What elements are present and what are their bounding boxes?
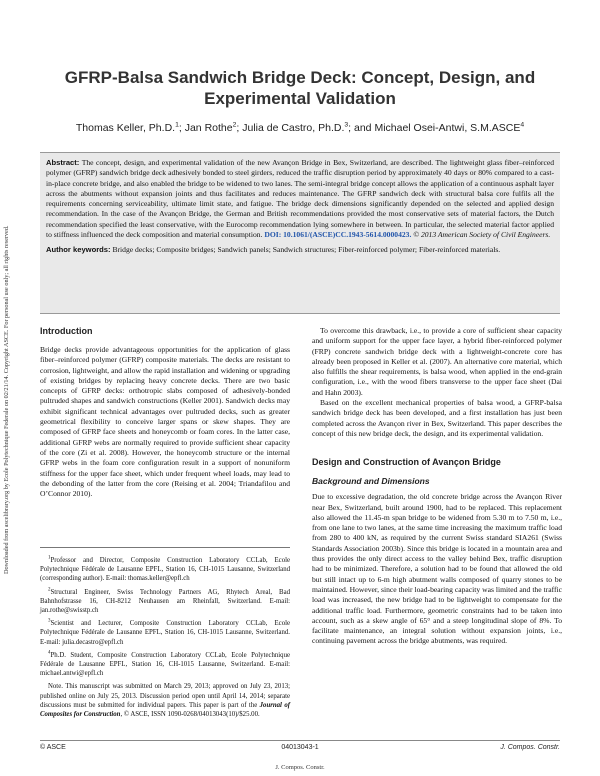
design-paragraph-1: Due to excessive degradation, the old concrete bridge across the Avançon River near Bex, Switzerland, built around 1900, had to be replaced. This replacement also allowed the 11.45-m span bridge to be widened from 5.30 m to 7.50 m, i.e., from one lane to two lanes, at the same time increasing the maximum traffic load from 280 to 400 kN, as required by the current Swiss standard SIA261 (Swiss Standards Association 2003b). Since this bridge is located in a mountain area and thus provides the only direct access to the valley behind Bex, traffic disruption had to be minimized. Therefore, a solution had to be found that allowed the old but still intact up to 6-m high abutment walls composed of quarry stones to be maintained. However, since their load-bearing capacity was limited and the traffic load was increased, the new bridge had to be lightweight to compensate for the additional traffic load. Furthermore, geometric constraints had to be taken into account, such as a skew angle of 65° and a steep longitudinal slope of 8%. To facilitate maintenance, an integral solution without expansion joints, i.e., continuing pavement across the bridge abutments, was required.	[312, 492, 562, 646]
footnote: $^2$Structural Engineer, Swiss Technology Partners AG, Rhytech Areal, Bad Bahnhofstrasse 16, CH-8212 Neuhausen am Rheinfall, Switzerland. E-mail: jan.rothe@swisstp.ch	[40, 587, 290, 615]
running-footer: J. Compos. Constr.	[275, 764, 325, 771]
author-list	[40, 122, 560, 134]
author: Jan Rothe$^2$;	[184, 121, 243, 134]
keywords-label: Author keywords:	[46, 245, 111, 255]
manuscript-note: Note. This manuscript was submitted on March 29, 2013; approved on July 23, 2013; published online on July 25, 2013. Discussion period open until April 14, 2014; separate discussions must be submitted for individual papers. This paper is part of the Journal of Composites for Construction, © ASCE, ISSN 1090-0268/04013043(10)/$25.00.	[40, 683, 290, 719]
subheading-background: Background and Dimensions	[312, 476, 430, 487]
author: Thomas Keller, Ph.D.$^1$;	[75, 121, 185, 134]
abstract-label: Abstract:	[46, 158, 80, 167]
author-keywords	[46, 245, 554, 255]
footer-publisher: © ASCE	[40, 744, 66, 751]
keywords-list: Bridge decks; Composite bridges; Sandwich panels; Sandwich structures; Fiber-reinforced polymer; Fiber-reinforced materials.	[110, 245, 501, 255]
author: Michael Osei-Antwi, S.M.ASCE$^4$	[374, 121, 525, 134]
download-watermark: Downloaded from ascelibrary.org by Ecole Polytechnique Federale on 02/21/14. Copyright ASCE. For personal use only; all rights reserved.	[3, 225, 10, 575]
abstract-body: The concept, design, and experimental validation of the new Avançon Bridge in Bex, Switzerland, are described. The lightweight glass fiber–reinforced polymer (GFRP) sandwich bridge deck adhesively bonded to steel girders, reduced the traffic disruption period by approximately 40 days or 80% compared to a cast-in-place concrete bridge, and also enabled the bridge to be widened to two lanes. The semi-integral bridge concept allows the application of a continuous asphalt layer across the abutments without expansion joints and thus facilitates and reduces maintenance. The GFRP sandwich deck with structural balsa core fulfils all the requirements concerning serviceability, ultimate limit state, and fatigue. The bridge deck dimensions significantly depended on the selected and applied design recommendation. In the case of the Avançon Bridge, the German and British recommendations provided the most conservative sets of material factors, the Dutch recommendation specified the least conservative, with the Eurocomp recommendation lying somewhere in between. In particular, the selected material factor applied to stiffness influenced the deck composition and material consumption.	[46, 158, 554, 240]
footnote: $^4$Ph.D. Student, Composite Construction Laboratory CCLab, Ecole Polytechnique Fédérale de Lausanne EPFL, Station 16, CH-1015 Lausanne, Switzerland. E-mail: michael.antwi@epfl.ch	[40, 650, 290, 678]
intro-paragraph-3: Based on the excellent mechanical properties of balsa wood, a GFRP-balsa sandwich bridge deck has been developed, and a first installation has just been completed across the Avançon river in Bex, Switzerland. This paper describes the concept of this new bridge deck, the design, and its experimental validation.	[312, 398, 562, 438]
abstract	[46, 158, 554, 240]
left-column	[40, 326, 290, 499]
section-heading-design: Design and Construction of Avançon Bridge	[312, 457, 501, 468]
right-column	[312, 326, 562, 647]
footnote: $^3$Scientist and Lecturer, Composite Construction Laboratory CCLab, Ecole Polytechnique Fédérale de Lausanne EPFL, Station 16, CH-1015 Lausanne, Switzerland. E-mail: julia.decastro@epfl.ch	[40, 618, 290, 646]
doi-link[interactable]: DOI: 10.1061/(ASCE)CC.1943-5614.0000423.	[264, 230, 412, 240]
author: Julia de Castro, Ph.D.$^3$; and	[242, 121, 375, 134]
footnotes	[40, 547, 290, 723]
intro-paragraph-2: To overcome this drawback, i.e., to provide a core of sufficient shear capacity and uniform support for the upper face layer, a hybrid fiber-reinforced polymer (FRP) concrete sandwich bridge deck with a lightweight-concrete core has already been proposed in Keller et al. (2007). An alternative core material, which also fulfills the shear requirements, is balsa wood, when applied in the end-grain configuration, i.e., with the wood fibers transverse to the upper face sheet (Dai and Hahn 2003).	[312, 326, 562, 397]
section-heading-introduction: Introduction	[40, 326, 93, 336]
footer-article-number: 04013043-1	[281, 744, 319, 751]
footer-divider	[40, 740, 560, 741]
footnote: $^1$Professor and Director, Composite Construction Laboratory CCLab, Ecole Polytechnique Fédérale de Lausanne EPFL, Station 16, CH-1015 Lausanne, Switzerland (corresponding author). E-mail: thomas.keller@epfl.ch	[40, 555, 290, 583]
paper-title: GFRP-Balsa Sandwich Bridge Deck: Concept, Design, and Experimental Validation	[64, 68, 536, 108]
abstract-copyright: © 2013 American Society of Civil Engineers.	[411, 230, 551, 240]
intro-paragraph-1: Bridge decks provide advantageous opportunities for the application of glass fiber–reinforced polymer (GFRP) composite materials. The decks are resistant to corrosion, lightweight, and allow the rapid installation and widening or upgrading of existing bridges by replacing heavy concrete decks. There are two basic concepts of GFRP decks: orthotropic slabs composed of adhesively-bonded pultruded shapes and sandwich constructions (Keller 2001). Sandwich decks may exhibit significant technical advantages over pultruded decks, such as greater geometrical flexibility to conceive larger spans or skew shapes. They are composed of GFRP face sheets and honeycomb or foam cores. In the latter case, additional GFRP webs are normally required to provide sufficient shear capacity of the core (Zi et al. 2008). However, the honeycomb structure or the internal GFRP webs in the foam core configuration result in a support of nonuniform stiffness for the upper face sheet, which under frequent wheel loads, may lead to the debonding of the latter from the core (Reising et al. 2004; Triandafilou and O’Connor 2010).	[40, 345, 290, 499]
abstract-box	[40, 152, 560, 314]
footer-journal: J. Compos. Constr.	[500, 744, 560, 751]
